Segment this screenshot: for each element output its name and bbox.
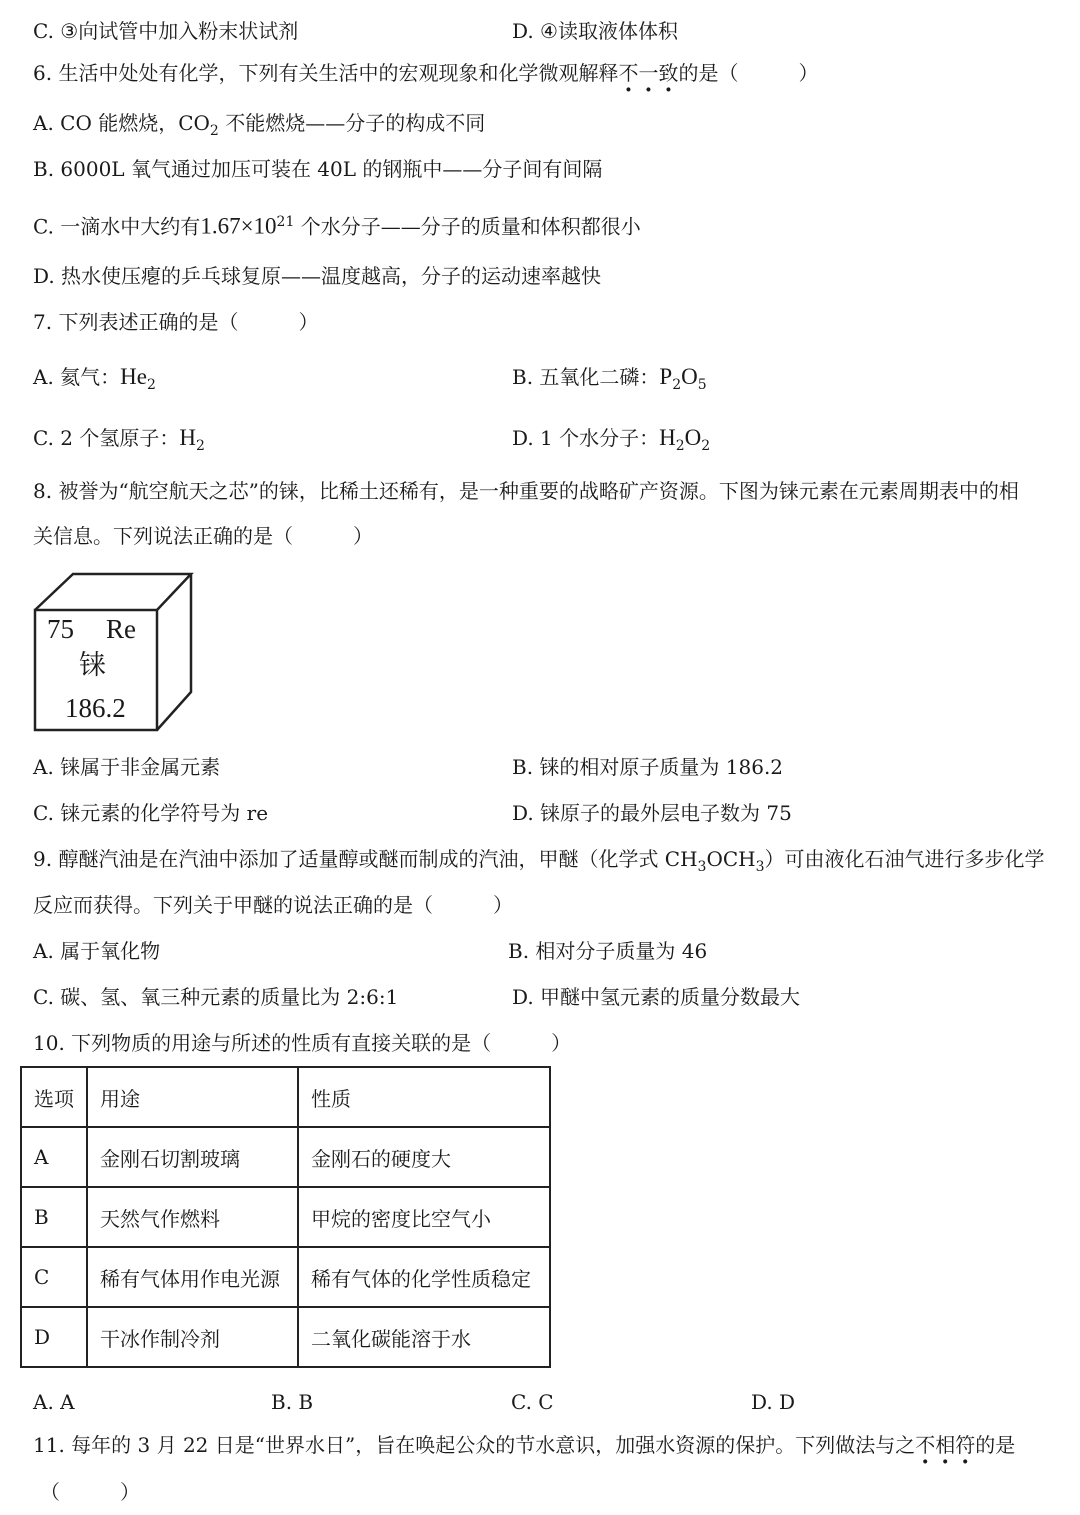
subscript: 3 <box>697 859 707 875</box>
emphasis-char: 一 <box>638 61 659 85</box>
subscript: 5 <box>697 377 707 393</box>
subscript: 2 <box>672 377 682 393</box>
formula: O <box>684 425 702 450</box>
table-cell: 金刚石的硬度大 <box>298 1127 550 1187</box>
q10-option-b: B. B <box>271 1390 314 1414</box>
q9-option-a: A. 属于氧化物 <box>33 939 161 963</box>
cube-side-face <box>157 574 191 730</box>
formula: H <box>659 425 676 450</box>
subscript: 2 <box>701 438 711 454</box>
table-cell: 天然气作燃料 <box>87 1187 298 1247</box>
emphasis-char: 相 <box>935 1433 956 1457</box>
table-row <box>21 1127 550 1187</box>
q7-option-b <box>512 362 707 400</box>
table-cell: 二氧化碳能溶于水 <box>298 1307 550 1367</box>
table-header-row <box>21 1067 550 1127</box>
q10-option-d: D. D <box>751 1390 796 1414</box>
q10-stem: 10. 下列物质的用途与所述的性质有直接关联的是（ ） <box>33 1031 572 1055</box>
q7-stem: 7. 下列表述正确的是（ ） <box>33 310 319 334</box>
q6-option-a <box>33 108 485 146</box>
q8-option-a: A. 铼属于非金属元素 <box>33 755 221 779</box>
q11-stem-line2: （ ） <box>40 1480 140 1504</box>
emphasis-char: 不 <box>618 61 639 85</box>
table-row <box>21 1307 550 1367</box>
q10-option-c: C. C <box>511 1390 554 1414</box>
q8-option-c: C. 铼元素的化学符号为 re <box>33 801 269 825</box>
q8-stem-line2: 关信息。下列说法正确的是（ ） <box>33 524 373 548</box>
emphasis-char: 符 <box>955 1433 976 1457</box>
q6-stem-end: 的是（ ） <box>678 61 819 85</box>
q10-table <box>20 1066 551 1368</box>
q10-option-a: A. A <box>33 1390 75 1414</box>
table-cell: 金刚石切割玻璃 <box>87 1127 298 1187</box>
q9-option-c: C. 碳、氢、氧三种元素的质量比为 2:6:1 <box>33 985 399 1009</box>
q7-c-label: C. 2 个氢原子： <box>33 426 180 450</box>
table-cell: A <box>21 1127 87 1187</box>
q5-option-c: C. ③向试管中加入粉末状试剂 <box>33 19 299 43</box>
q9-stem-line1 <box>33 844 1045 882</box>
table-cell: B <box>21 1187 87 1247</box>
q6-stem <box>33 58 818 88</box>
subscript: 2 <box>147 377 156 393</box>
element-symbol: Re <box>106 614 136 644</box>
q11-stem-end: 的是 <box>975 1433 1016 1457</box>
q7-b-label: B. 五氧化二磷： <box>512 365 660 389</box>
subscript: 2 <box>209 123 219 139</box>
q6-option-d: D. 热水使压瘪的乒乓球复原——温度越高，分子的运动速率越快 <box>33 264 602 288</box>
element-atomic-number: 75 <box>47 614 74 644</box>
table-header-cell: 选项 <box>21 1067 87 1127</box>
formula: H <box>179 425 197 450</box>
table-header-cell: 用途 <box>87 1067 298 1127</box>
q9-stem-text-end: ）可由液化石油气进行多步化学 <box>764 847 1045 871</box>
element-atomic-mass: 186.2 <box>65 693 126 723</box>
table-header-cell: 性质 <box>298 1067 550 1127</box>
q8-option-d: D. 铼原子的最外层电子数为 75 <box>512 801 792 825</box>
table-row <box>21 1187 550 1247</box>
table-cell: 稀有气体用作电光源 <box>87 1247 298 1307</box>
subscript: 2 <box>675 438 685 454</box>
q6-stem-text: 6. 生活中处处有化学，下列有关生活中的宏观现象和化学微观解释 <box>33 61 619 85</box>
table-cell: 甲烷的密度比空气小 <box>298 1187 550 1247</box>
q9-stem-line2: 反应而获得。下列关于甲醚的说法正确的是（ ） <box>33 893 513 917</box>
formula: P <box>659 364 673 389</box>
formula: He <box>120 364 147 389</box>
q9-formula-mid: OCH <box>706 847 756 871</box>
table-cell: 稀有气体的化学性质稳定 <box>298 1247 550 1307</box>
subscript: 3 <box>755 859 765 875</box>
q6-a-text: A. CO 能燃烧，CO <box>33 111 210 135</box>
table-row <box>21 1247 550 1307</box>
q7-d-label: D. 1 个水分子： <box>512 426 660 450</box>
q6-option-b: B. 6000L 氧气通过加压可装在 40L 的钢瓶中——分子间有间隔 <box>33 157 603 181</box>
q11-stem-line1 <box>33 1430 1015 1460</box>
q7-option-a <box>33 362 156 400</box>
exponent: 21 <box>276 214 295 230</box>
formula: O <box>681 364 698 389</box>
q6-option-c <box>33 207 641 242</box>
q5-option-d: D. ④读取液体体积 <box>512 19 678 43</box>
q7-a-label: A. 氦气： <box>33 365 121 389</box>
table-cell: D <box>21 1307 87 1367</box>
element-cube-figure <box>33 572 195 734</box>
table-cell: C <box>21 1247 87 1307</box>
q6-c-text-end: 个水分子——分子的质量和体积都很小 <box>294 214 641 239</box>
q7-option-c <box>33 423 205 461</box>
q9-option-b: B. 相对分子质量为 46 <box>508 939 708 963</box>
q8-option-b: B. 铼的相对原子质量为 186.2 <box>512 755 784 779</box>
q9-option-d: D. 甲醚中氢元素的质量分数最大 <box>512 985 801 1009</box>
scientific-number: 1.67×10 <box>200 213 277 239</box>
q6-c-text: C. 一滴水中大约有 <box>33 214 201 239</box>
q11-stem-text: 11. 每年的 3 月 22 日是“世界水日”，旨在唤起公众的节水意识，加强水资源的保护。下列做法与之 <box>33 1433 916 1457</box>
table-cell: 干冰作制冷剂 <box>87 1307 298 1367</box>
element-name: 铼 <box>79 650 106 681</box>
q6-a-text-end: 不能燃烧——分子的构成不同 <box>218 111 486 135</box>
q8-stem-line1: 8. 被誉为“航空航天之芯”的铼，比稀土还稀有，是一种重要的战略矿产资源。下图为铼元素在元素周期表中的相 <box>33 479 1019 503</box>
q7-option-d <box>512 423 710 461</box>
emphasis-char: 致 <box>658 61 679 85</box>
q9-stem-text: 9. 醇醚汽油是在汽油中添加了适量醇或醚而制成的汽油，甲醚（化学式 CH <box>33 847 698 871</box>
emphasis-char: 不 <box>915 1433 936 1457</box>
cube-top-face <box>35 574 191 610</box>
subscript: 2 <box>196 438 205 454</box>
